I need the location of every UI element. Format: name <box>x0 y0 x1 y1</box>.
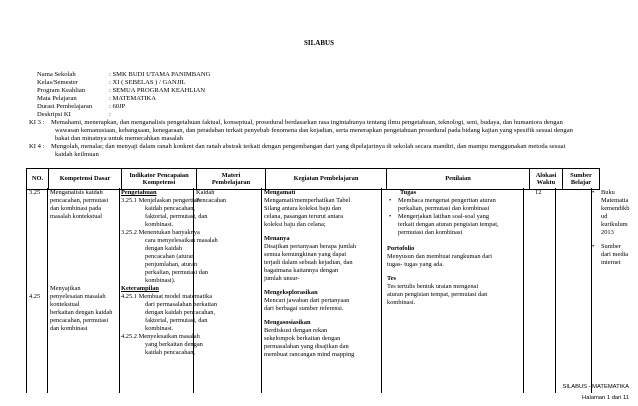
meta-label-school: Nama Sekolah <box>37 71 76 78</box>
row-number-kd3: 3.25 <box>29 189 41 196</box>
table-border <box>591 188 592 393</box>
header-materi: Materi Pembelajaran <box>197 169 266 190</box>
ki4-line2: kaidah keilmuan <box>55 151 99 158</box>
page-title: SILABUS <box>304 39 334 47</box>
ipk-heading-knowledge: Pengetahuan <box>121 189 157 196</box>
penilaian-portofolio: Portofolio Menyusun dan membuat rangkuman dari tugas- tugas yang ada. Tes Tes tertulis bentuk uraian mengenai aturan pengisian tempat, permutasi dan kombinasi. <box>387 245 493 306</box>
header-kd: Kompetensi Dasar <box>49 169 122 190</box>
table-border <box>47 188 48 393</box>
ki3-key: KI 3 : <box>29 119 45 126</box>
meta-label-duration: Durasi Pembelajaran <box>37 103 93 110</box>
tugas-item: • Membaca mengenai pengertian aturan <box>398 197 499 205</box>
kd3-text: Menganalisis kaidah pencacahan, permutasi dan kombinasi pada masalah kontekstual <box>50 189 109 220</box>
meta-label-ki: Deskripsi KI <box>37 111 71 118</box>
meta-value-subject: : MATEMATIKA <box>109 95 157 102</box>
syllabus-table-header <box>26 168 600 190</box>
table-border <box>261 188 262 393</box>
tugas-item: • Mengerjakan latihan soal-soal yang <box>398 213 499 221</box>
sumber-item: • Sumber <box>601 243 629 251</box>
ki3-line2: wawasan kemanusiaan, kebangsaan, kenegaraan, dan peradaban terkait penyebab fenomena dan kejadian, serta menerapkan pengetahuan prosedural pada bidang kajian yang spesifik sesuai dengan <box>55 127 573 134</box>
header-alokasi: Alokasi Waktu <box>530 169 563 190</box>
table-border <box>555 188 556 393</box>
meta-value-duration: : 60JP <box>109 103 126 110</box>
ki3-line3: bakat dan minatnya untuk memecahkan masalah <box>55 135 183 142</box>
ipk-keterampilan: Keterampilan 4.25.1 Membuat model matematika dari permasalahan berkaitan dengan kaidah pencacahan, faktorial, permutasi, dan kombinasi. 4.25.2 Menyelesaikan masalah yang berkaitan dengan kaidah pencacahan, <box>121 285 218 356</box>
penilaian-text: Tugas • Membaca mengenai pengertian aturan perkalian, permutasi dan kombinasi • Mengerjakan latihan soal-soal yang terkait dengan aturan pengisian tempat, permutasi dan kombinasi <box>398 189 499 237</box>
materi-text: Kaidah Pencacahan <box>196 189 227 204</box>
table-border <box>381 188 382 393</box>
ki3-line1: Memahami, menerapkan, dan menganalisis pengetahuan faktual, konseptual, prosedural berdasarkan rasa ingintahunya tentang ilmu pengetahuan, teknologi, seni, budaya, dan humaniora dengan <box>51 119 563 126</box>
table-border <box>26 188 27 393</box>
meta-value-school: : SMK BUDI UTAMA PANIMBANG <box>109 71 211 78</box>
meta-label-class: Kelas/Semester <box>37 79 79 86</box>
table-border <box>523 188 524 393</box>
ki4-key: KI 4 : <box>29 143 45 150</box>
meta-value-class: : XI ( SEBELAS ) / GANJIL <box>109 79 186 86</box>
kegiatan-text: Mengamati Mengamati/memperhatikan Tabel Silang antara koleksi baju dan celana, pasangan terurut antara koleksi baju dan celana; Menanya Disajikan pertanyaan berapa jumlah semua kemungkinan yang dapat terjadi dalam sebuah kejadian, dan bagaimana kaitannya dengan jumlah unsur- Mengeksplorasikan Mencari jawaban dari pertanyaan dari berbagai sumber referensi. Mengasosiasikan Berdiskusi dengan rekan sekelompok berkaitan dengan permasalahan yang disajikan dan membuat rancangan mind mapping <box>264 189 357 358</box>
header-penilaian: Penilaian <box>387 169 530 190</box>
alokasi-value: 12 <box>535 189 542 196</box>
meta-value-ki: : <box>109 111 111 118</box>
kd4-text: Menyajikan penyelesaian masalah kontekstual berkaitan dengan kaidah pencacahan, permutasi dan kombinasi <box>50 285 113 332</box>
footer-title: SILABUS - MATEMATIKA <box>562 384 629 390</box>
ipk-pengetahuan: Pengetahuan 3.25.1 Menjelaskan pengertian kaidah pencacahan, faktorial, permutasi, dan kombinasi. 3.25.2 Menentukan banyaknya cara menyelesaikan masalah dengan kaidah pencacahan (aturan penjumlahan, aturan perkalian, permutasi dan kombinasi). <box>121 189 218 284</box>
meta-label-subject: Mata Pelajaran <box>37 95 77 102</box>
ki4-line1: Mengolah, menalar, dan menyaji dalam ranah konkret dan ranah abstrak terkait dengan pengembangan dari yang dipelajarinya di sekolah secara mandiri, dan mampu menggunakan metoda sesuai <box>51 143 566 150</box>
sumber-item: • Buku <box>601 189 629 197</box>
header-ipk: Indikator Pencapaian Kompetensi <box>122 169 197 190</box>
table-border <box>119 188 120 393</box>
header-no: NO. <box>27 169 49 190</box>
header-kegiatan: Kegiatan Pembelajaran <box>266 169 387 190</box>
row-number-kd4: 4.25 <box>29 293 41 300</box>
header-sumber: Sumber Belajar <box>563 169 600 190</box>
sumber-text: • Buku Matematia kemendikb ud kurikulum 2013 • Sumber dari media internet <box>601 189 629 267</box>
footer-page-number: Halaman 1 dari 11 <box>582 395 629 401</box>
meta-value-program: : SEMUA PROGRAM KEAHLIAN <box>109 87 206 94</box>
ipk-heading-skills: Keterampilan <box>121 285 159 292</box>
meta-label-program: Program Keahlian <box>37 87 86 94</box>
